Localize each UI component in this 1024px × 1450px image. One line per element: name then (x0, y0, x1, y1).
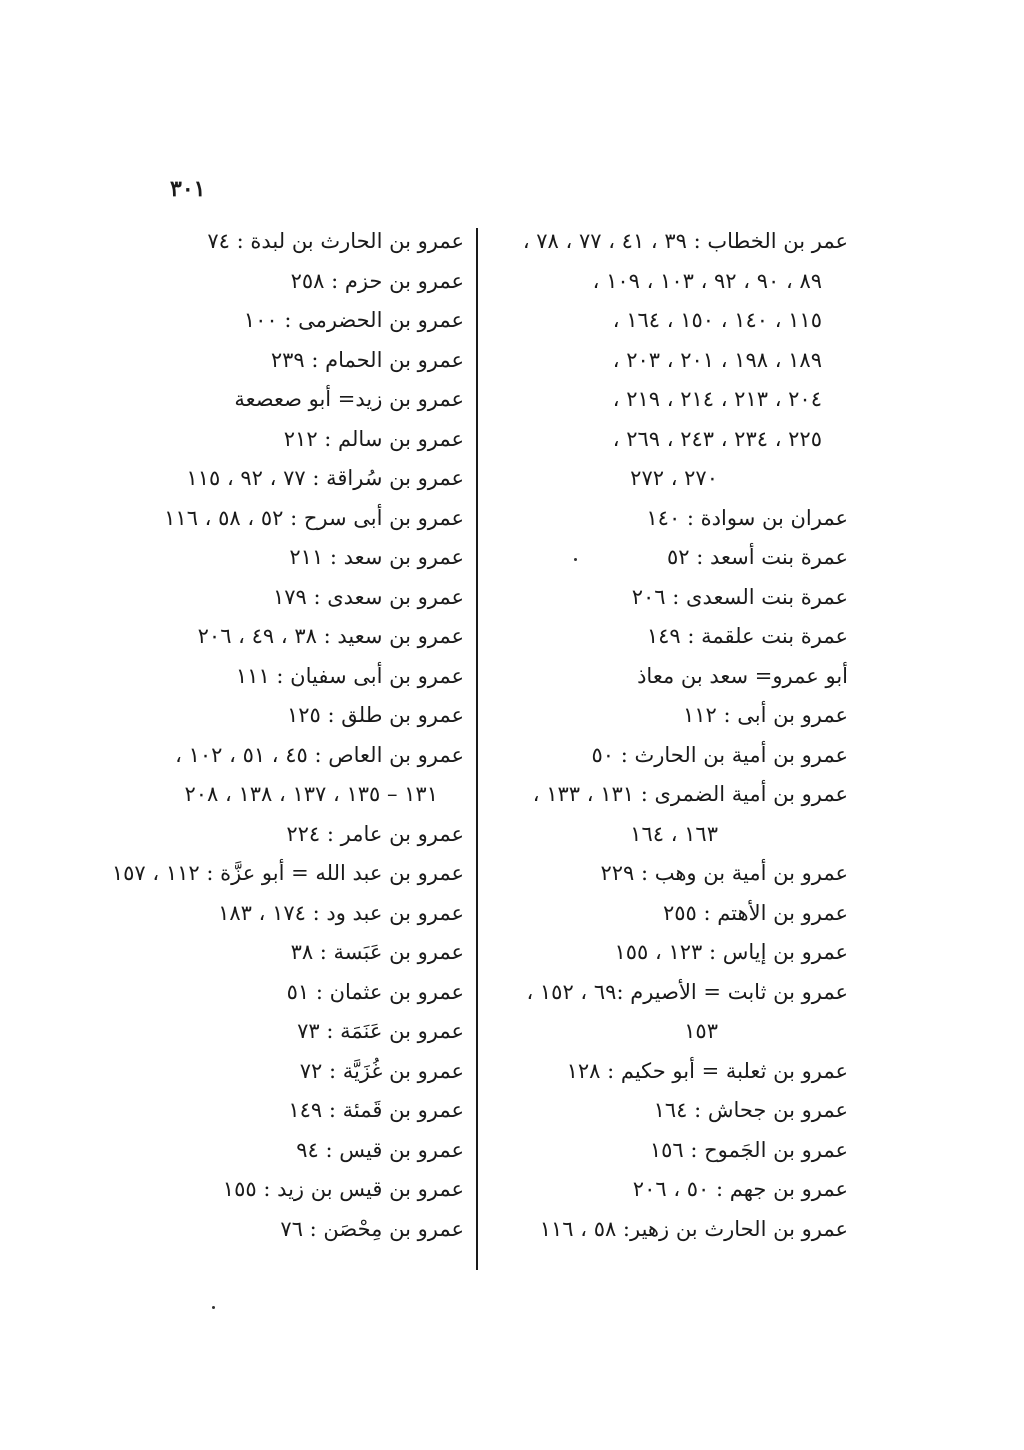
index-entry: عمرو بن أبى : ١١٢ (682, 703, 848, 727)
index-entry: عمر بن الخطاب : ٣٩ ، ٤١ ، ٧٧ ، ٧٨ ، (522, 229, 848, 253)
index-entry: عمرو بن سعدى : ١٧٩ (272, 584, 464, 609)
index-entry: عمرو بن العاص : ٤٥ ، ٥١ ، ١٠٢ ، (175, 742, 464, 767)
index-entry-continuation: ٨٩ ، ٩٠ ، ٩٢ ، ١٠٣ ، ١٠٩ ، (592, 268, 822, 293)
column-divider (476, 228, 478, 1270)
scan-speck (212, 1306, 215, 1309)
index-entry-continuation: ٢٠٤ ، ٢١٣ ، ٢١٤ ، ٢١٩ ، (612, 387, 822, 411)
index-entry: عمرة بنت أسعد : ٥٢ (667, 545, 848, 569)
index-entry: عمرو بن غُزَيَّة : ٧٢ (299, 1058, 464, 1083)
index-entry: عمرو بن أمية بن وهب : ٢٢٩ (600, 861, 848, 885)
index-entry: عمرو بن عَبَسة : ٣٨ (290, 940, 464, 964)
index-entry: عمرو بن الحمام : ٢٣٩ (270, 347, 464, 372)
index-entry: عمرو بن قيس : ٩٤ (296, 1137, 464, 1162)
index-entry: عمرو بن سُراقة : ٧٧ ، ٩٢ ، ١١٥ (186, 466, 464, 490)
index-column-left (111, 222, 464, 1249)
index-entry: عمرو بن عَنَمَة : ٧٣ (297, 1019, 464, 1043)
index-entry: عمرو بن حزم : ٢٥٨ (290, 268, 464, 293)
scan-speck (574, 558, 577, 561)
index-entry-continuation: ١٥٣ (684, 1019, 718, 1043)
index-entry: عمرو بن ثعلبة = أبو حكيم : ١٢٨ (566, 1058, 848, 1083)
index-entry: عمرو بن الحارث بن لبدة : ٧٤ (207, 229, 464, 253)
index-entry: عمرو بن أبى سفيان : ١١١ (235, 663, 464, 688)
index-entry: عمرو بن أمية بن الحارث : ٥٠ (591, 742, 848, 767)
index-entry: عمرو بن طلق : ١٢٥ (286, 703, 464, 727)
index-entry: عمرو بن سعد : ٢١١ (289, 545, 464, 569)
index-entry: عمرو بن قيس بن زيد : ١٥٥ (222, 1177, 464, 1201)
index-entry: عمرو بن عثمان : ٥١ (286, 979, 464, 1004)
index-entry-continuation: ١٣١ – ١٣٥ ، ١٣٧ ، ١٣٨ ، ٢٠٨ (184, 782, 438, 806)
index-entry-continuation: ١٨٩ ، ١٩٨ ، ٢٠١ ، ٢٠٣ ، (612, 347, 822, 372)
index-entry: عمرة بنت السعدى : ٢٠٦ (631, 584, 848, 609)
index-entry-continuation: ٢٢٥ ، ٢٣٤ ، ٢٤٣ ، ٢٦٩ ، (612, 426, 822, 451)
index-entry: عمرو بن مِحْصَن : ٧٦ (280, 1216, 464, 1241)
index-entry: عمرو بن الحضرمى : ١٠٠ (243, 308, 464, 332)
index-entry: عمرو بن ثابت = الأصيرم :٦٩ ، ١٥٢ ، (526, 979, 848, 1004)
index-entry: عمرو بن الجَموح : ١٥٦ (649, 1137, 848, 1162)
page-number: ٣٠١ (170, 176, 206, 202)
index-entry: عمرو بن جحاش : ١٦٤ (653, 1098, 848, 1122)
index-entry: عمرو بن سالم : ٢١٢ (283, 426, 464, 451)
index-entry-continuation: ١١٥ ، ١٤٠ ، ١٥٠ ، ١٦٤ ، (612, 308, 822, 332)
index-column-right (510, 222, 848, 1249)
index-entry: عمران بن سوادة : ١٤٠ (646, 505, 848, 530)
index-entry: عمرو بن الحارث بن زهير: ٥٨ ، ١١٦ (539, 1216, 848, 1241)
index-entry: عمرو بن قَمئة : ١٤٩ (288, 1098, 464, 1122)
index-entry: عمرو بن جهم : ٥٠ ، ٢٠٦ (632, 1177, 848, 1201)
index-entry: عمرو بن الأهتم : ٢٥٥ (662, 900, 848, 925)
index-entry: أبو عمرو= سعد بن معاذ (637, 663, 848, 688)
index-entry-continuation: ٢٧٠ ، ٢٧٢ (630, 466, 718, 490)
index-entry-continuation: ١٦٣ ، ١٦٤ (630, 821, 718, 846)
index-entry: عمرو بن زيد= أبو صعصعة (234, 387, 464, 411)
index-entry: عمرو بن عبد الله = أبو عزَّة : ١١٢ ، ١٥٧ (111, 861, 464, 885)
index-entry: عمرو بن عبد ود : ١٧٤ ، ١٨٣ (218, 900, 464, 925)
index-entry: عمرة بنت علقمة : ١٤٩ (646, 624, 848, 648)
index-entry: عمرو بن سعيد : ٣٨ ، ٤٩ ، ٢٠٦ (197, 624, 464, 648)
index-entry: عمرو بن أبى سرح : ٥٢ ، ٥٨ ، ١١٦ (164, 505, 464, 530)
index-entry: عمرو بن أمية الضمرى : ١٣١ ، ١٣٣ ، (532, 782, 848, 806)
index-entry: عمرو بن إياس : ١٢٣ ، ١٥٥ (614, 940, 848, 964)
index-entry: عمرو بن عامر : ٢٢٤ (286, 821, 464, 846)
